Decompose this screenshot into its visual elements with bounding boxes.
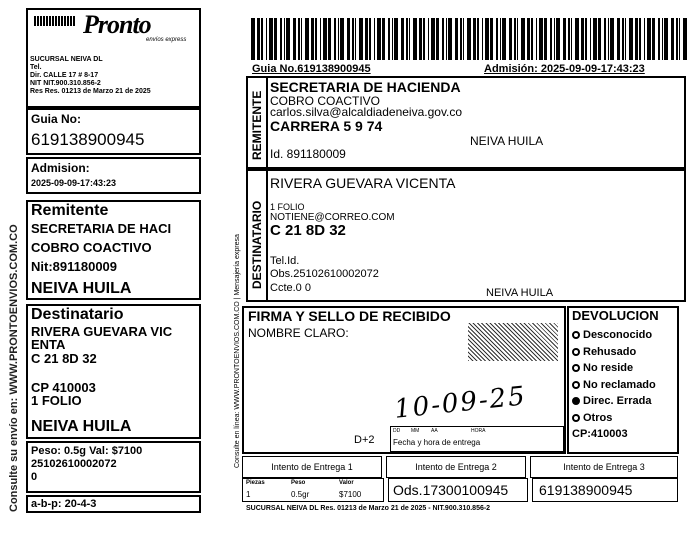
right-rem-addr: CARRERA 5 9 74	[270, 118, 383, 134]
barcode-bar	[625, 18, 626, 60]
ods-value: Ods.17300100945	[393, 482, 509, 498]
valor-label: Valor	[339, 480, 354, 486]
barcode-bar	[652, 18, 655, 60]
right-guia-line: Guia No.619138900945	[252, 63, 371, 75]
barcode-bar	[509, 18, 512, 60]
barcode-bar	[593, 18, 597, 60]
barcode-bar	[477, 18, 479, 60]
barcode-bar	[608, 18, 609, 60]
right-dest-vlabel: DESTINATARIO	[250, 200, 264, 289]
left-remitente-dept: COBRO COACTIVO	[31, 240, 152, 255]
radio-icon	[572, 414, 580, 422]
consulte-side-text: Consulte su envío en: WWW.PRONTOENVIOS.COM.CO	[8, 224, 20, 512]
barcode-bar	[683, 18, 687, 60]
fecha-entrega-label: Fecha y hora de entrega	[393, 438, 481, 447]
left-header-box	[26, 8, 201, 108]
barcode-bar	[617, 18, 620, 60]
barcode-bar	[644, 18, 645, 60]
radio-icon	[572, 364, 580, 372]
left-dest-name-1: RIVERA GUEVARA VIC	[31, 324, 173, 339]
devolucion-cp: CP:410003	[572, 428, 628, 440]
barcode-bar	[502, 18, 506, 60]
left-dest-addr: C 21 8D 32	[31, 351, 97, 366]
barcode-bar	[431, 18, 435, 60]
barcode-bar	[539, 18, 543, 60]
left-peso-line: Peso: 0.5g Val: $7100	[31, 445, 143, 457]
devolucion-box	[567, 306, 679, 454]
barcode-bar	[485, 18, 489, 60]
barcode-bar	[473, 18, 476, 60]
barcode-bar	[413, 18, 417, 60]
mm-label: MM	[411, 428, 420, 434]
radio-icon	[572, 381, 580, 389]
barcode-bar	[355, 18, 356, 60]
right-dest-city: NEIVA HUILA	[486, 287, 554, 299]
fecha-entrega-box	[390, 426, 564, 452]
radio-icon	[572, 348, 580, 356]
devolucion-desconocido[interactable]: Desconocido	[572, 327, 656, 344]
barcode-bar	[401, 18, 404, 60]
barcode-bar	[365, 18, 368, 60]
right-dest-email: NOTIENE@CORREO.COM	[270, 212, 395, 223]
barcode-bar	[500, 18, 501, 60]
barcode-bar	[521, 18, 525, 60]
branch-tel: Tel.	[30, 64, 42, 71]
brand-sub: envíos express	[146, 37, 187, 43]
left-guia-box	[26, 108, 201, 155]
barcode-bar	[647, 18, 651, 60]
left-admision-box	[26, 157, 201, 194]
barcode-bar	[423, 18, 425, 60]
right-admision-line: Admisión: 2025-09-09-17:43:23	[484, 63, 645, 75]
devolucion-no-reside[interactable]: No reside	[572, 360, 656, 377]
right-remitente-vlabel: REMITENTE	[250, 90, 264, 160]
left-guia-value: 619138900945	[31, 130, 145, 149]
barcode-bar	[284, 18, 285, 60]
barcode-bar	[585, 18, 587, 60]
barcode-bar	[315, 18, 317, 60]
stamp-scribble	[468, 323, 558, 361]
left-abp-box	[26, 495, 201, 513]
right-rem-dept: COBRO COACTIVO	[270, 94, 381, 108]
barcode-bar	[301, 18, 302, 60]
left-zero-line: 0	[31, 471, 38, 483]
devolucion-options	[572, 327, 656, 443]
barcode-bar	[664, 18, 668, 60]
barcode-bar	[460, 18, 462, 60]
barcode-bar	[419, 18, 422, 60]
barcode-bar	[369, 18, 371, 60]
barcode-bar	[662, 18, 663, 60]
barcode-bar	[610, 18, 614, 60]
barcode-bar	[496, 18, 498, 60]
left-peso-box	[26, 441, 201, 493]
barcode-bar	[629, 18, 633, 60]
right-destinatario-box	[246, 169, 686, 302]
barcode-bar	[635, 18, 638, 60]
barcode-bar	[514, 18, 516, 60]
piezas-label: Piezas	[246, 480, 265, 486]
intento-2	[386, 456, 526, 478]
barcode-bar	[442, 18, 444, 60]
brand-pattern	[34, 16, 76, 26]
right-dest-ccte: Ccte.0 0	[270, 282, 311, 294]
barcode-bar	[428, 18, 429, 60]
left-destinatario-label: Destinatario	[31, 306, 124, 323]
barcode-bar	[571, 18, 572, 60]
barcode-bar	[388, 18, 390, 60]
barcode-bar	[338, 18, 339, 60]
left-destinatario-box	[26, 304, 201, 439]
branch-res: Res Res. 01213 de Marzo 21 de 2025	[30, 88, 151, 95]
branch-dir: Dir. CALLE 17 # 8-17	[30, 72, 99, 79]
right-side-text: Consulte en línea: WWW.PRONTOENVIOS.COM.CO | Mensajería expresa	[234, 234, 241, 468]
handwritten-date: 10-09-25	[392, 381, 529, 425]
firma-label: FIRMA Y SELLO DE RECIBIDO	[248, 308, 451, 324]
barcode-bar	[671, 18, 674, 60]
valor-value: $7100	[339, 490, 362, 499]
barcode-bar	[544, 18, 547, 60]
right-dest-addr: C 21 8D 32	[270, 222, 346, 239]
barcode-bar	[536, 18, 537, 60]
brand-logo: Pronto	[83, 10, 151, 39]
barcode-bar	[463, 18, 464, 60]
barcode-bar	[280, 18, 282, 60]
barcode-bar	[334, 18, 336, 60]
barcode-bar	[527, 18, 530, 60]
left-remitente-city: NEIVA HUILA	[31, 280, 132, 297]
barcode-bar	[377, 18, 381, 60]
right-dest-folio: 1 FOLIO	[270, 202, 305, 212]
intento-3	[530, 456, 678, 478]
barcode-bar	[581, 18, 584, 60]
barcode-bar	[590, 18, 591, 60]
right-dest-obs: Obs.25102610002072	[270, 268, 379, 280]
barcode-bar	[467, 18, 471, 60]
left-admision-value: 2025-09-09-17:43:23	[31, 178, 117, 188]
barcode-bar	[293, 18, 296, 60]
barcode-bar	[323, 18, 327, 60]
barcode-bar	[311, 18, 314, 60]
barcode-bar	[382, 18, 385, 60]
right-rem-city: NEIVA HUILA	[470, 134, 544, 148]
left-remitente-name: SECRETARIA DE HACI	[31, 221, 172, 236]
barcode-bar	[340, 18, 344, 60]
barcode-bar	[598, 18, 601, 60]
barcode-bar	[676, 18, 678, 60]
barcode-bar	[328, 18, 331, 60]
barcode-bar	[455, 18, 458, 60]
ods-box	[388, 478, 528, 502]
footer-text: SUCURSAL NEIVA DL Res. 01213 de Marzo 21 de 2025 - NIT.900.310.856-2	[246, 505, 491, 512]
barcode-bar	[622, 18, 624, 60]
devolucion-label: DEVOLUCION	[572, 308, 659, 323]
barcode-bar	[639, 18, 641, 60]
destinatario-divider	[266, 171, 268, 300]
barcode-bar	[575, 18, 579, 60]
radio-icon	[572, 331, 580, 339]
intento-2-label: Intento de Entrega 2	[415, 462, 497, 472]
left-dest-city: NEIVA HUILA	[31, 418, 132, 435]
devolucion-direc-errada[interactable]: Direc. Errada	[572, 393, 656, 410]
guia-bottom-value: 619138900945	[539, 482, 633, 498]
barcode-bar	[490, 18, 493, 60]
left-remitente-nit: Nit:891180009	[31, 259, 118, 274]
barcode-bar	[298, 18, 300, 60]
barcode-bar	[305, 18, 309, 60]
d2-label: D+2	[354, 434, 375, 446]
barcode-bar	[556, 18, 560, 60]
peso-label: Peso	[291, 480, 306, 486]
intento-1	[242, 456, 382, 478]
devolucion-no-reclamado[interactable]: No reclamado	[572, 377, 656, 394]
barcode-bar	[392, 18, 393, 60]
pieces-table	[242, 478, 384, 502]
barcode-bar	[604, 18, 606, 60]
devolucion-rehusado[interactable]: Rehusado	[572, 344, 656, 361]
barcode-bar	[286, 18, 290, 60]
left-dest-name-2: ENTA	[31, 337, 66, 352]
right-dest-tel: Tel.Id.	[270, 255, 300, 267]
guia-bottom-box	[532, 478, 678, 502]
barcode-bar	[409, 18, 410, 60]
barcode-bar	[679, 18, 680, 60]
left-admision-label: Admision:	[31, 161, 90, 175]
radio-checked-icon	[572, 397, 580, 405]
devolucion-otros[interactable]: Otros	[572, 410, 656, 427]
barcode-bar	[563, 18, 566, 60]
dd-label: DD	[393, 428, 401, 434]
piezas-value: 1	[246, 490, 251, 499]
branch-name: SUCURSAL NEIVA DL	[30, 56, 103, 63]
barcode-bar	[269, 18, 273, 60]
barcode-bar	[251, 18, 255, 60]
barcode-bar	[446, 18, 447, 60]
barcode-bar	[320, 18, 321, 60]
barcode-bar	[347, 18, 350, 60]
left-remitente-label: Remitente	[31, 202, 109, 219]
barcode-bar	[257, 18, 260, 60]
barcode-bar	[359, 18, 363, 60]
left-dest-cp: CP 410003	[31, 380, 96, 395]
barcode-bar	[531, 18, 533, 60]
left-remitente-box	[26, 200, 201, 300]
intento-3-label: Intento de Entrega 3	[563, 462, 645, 472]
barcode-bar	[550, 18, 552, 60]
aa-label: AA	[431, 428, 438, 434]
branch-nit: NIT NIT.900.310.856-2	[30, 80, 101, 87]
peso-value: 0.5gr	[291, 490, 310, 499]
barcode-bar	[658, 18, 660, 60]
barcode-bar	[266, 18, 267, 60]
barcode-bar	[261, 18, 263, 60]
barcode	[251, 18, 687, 60]
firma-box	[242, 306, 566, 454]
barcode-bar	[482, 18, 483, 60]
barcode-bar	[406, 18, 408, 60]
right-rem-name: SECRETARIA DE HACIENDA	[270, 79, 461, 95]
right-dest-name: RIVERA GUEVARA VICENTA	[270, 175, 456, 191]
barcode-bar	[568, 18, 570, 60]
barcode-bar	[374, 18, 375, 60]
barcode-bar	[554, 18, 555, 60]
barcode-bar	[274, 18, 277, 60]
right-rem-email: carlos.silva@alcaldiadeneiva.gov.co	[270, 105, 463, 119]
intento-1-label: Intento de Entrega 1	[271, 462, 353, 472]
left-ref-line: 25102610002072	[31, 458, 117, 470]
nombre-claro-label: NOMBRE CLARO:	[248, 326, 349, 340]
barcode-bar	[448, 18, 452, 60]
left-dest-folio: 1 FOLIO	[31, 393, 82, 408]
remitente-divider	[266, 78, 268, 167]
hora-label: HORA	[471, 428, 486, 434]
left-abp: a-b-p: 20-4-3	[31, 498, 97, 510]
barcode-bar	[352, 18, 354, 60]
right-rem-id: Id. 891180009	[270, 147, 346, 161]
right-remitente-box	[246, 76, 686, 169]
barcode-bar	[394, 18, 398, 60]
barcode-bar	[436, 18, 439, 60]
barcode-bar	[517, 18, 518, 60]
left-guia-label: Guia No:	[31, 112, 81, 126]
